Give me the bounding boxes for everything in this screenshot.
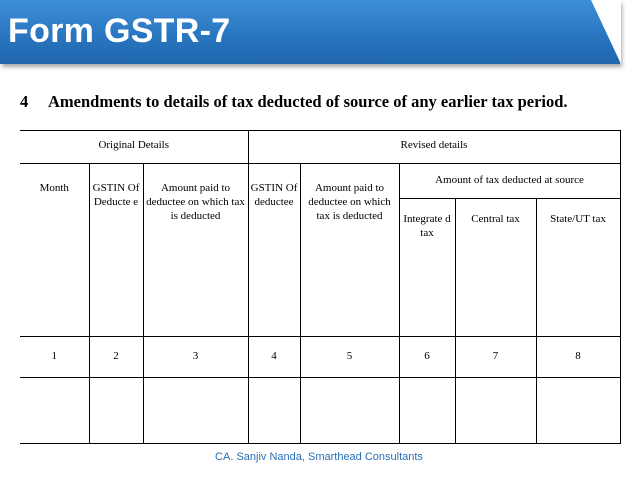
table-cell xyxy=(455,378,536,444)
col-gstin-revised-header: GSTIN Of deductee xyxy=(248,164,300,337)
col-number: 7 xyxy=(455,337,536,378)
col-number: 5 xyxy=(300,337,399,378)
section-title: Amendments to details of tax deducted of source of any earlier tax period. xyxy=(48,92,568,111)
footer-credit: CA. Sanjiv Nanda, Smarthead Consultants xyxy=(215,451,423,463)
section-number: 4 xyxy=(20,92,29,111)
col-number: 4 xyxy=(248,337,300,378)
slide-title: Form GSTR-7 xyxy=(8,12,231,50)
col-state-tax-header: State/UT tax xyxy=(536,199,620,337)
title-bar xyxy=(0,0,620,64)
amendments-table xyxy=(20,130,621,444)
col-number: 3 xyxy=(143,337,248,378)
revised-details-header: Revised details xyxy=(248,131,620,164)
col-central-tax-header: Central tax xyxy=(455,199,536,337)
col-month-header: Month xyxy=(20,164,89,337)
col-gstin-original-header: GSTIN Of Deducte e xyxy=(89,164,143,337)
table-cell xyxy=(20,378,89,444)
col-amount-original-header: Amount paid to deductee on which tax is deducted xyxy=(143,164,248,337)
section-heading xyxy=(20,92,568,112)
table-cell xyxy=(399,378,455,444)
table-cell xyxy=(89,378,143,444)
tax-deducted-header: Amount of tax deducted at source xyxy=(399,164,620,199)
original-details-header: Original Details xyxy=(20,131,248,164)
col-integrated-tax-header: Integrate d tax xyxy=(399,199,455,337)
table-cell xyxy=(143,378,248,444)
table-cell xyxy=(300,378,399,444)
col-number: 8 xyxy=(536,337,620,378)
col-number: 1 xyxy=(20,337,89,378)
table-cell xyxy=(248,378,300,444)
col-number: 2 xyxy=(89,337,143,378)
col-amount-revised-header: Amount paid to deductee on which tax is deducted xyxy=(300,164,399,337)
col-number: 6 xyxy=(399,337,455,378)
table-cell xyxy=(536,378,620,444)
amendments-table-wrapper xyxy=(20,130,621,444)
title-bar-corner xyxy=(591,0,621,64)
